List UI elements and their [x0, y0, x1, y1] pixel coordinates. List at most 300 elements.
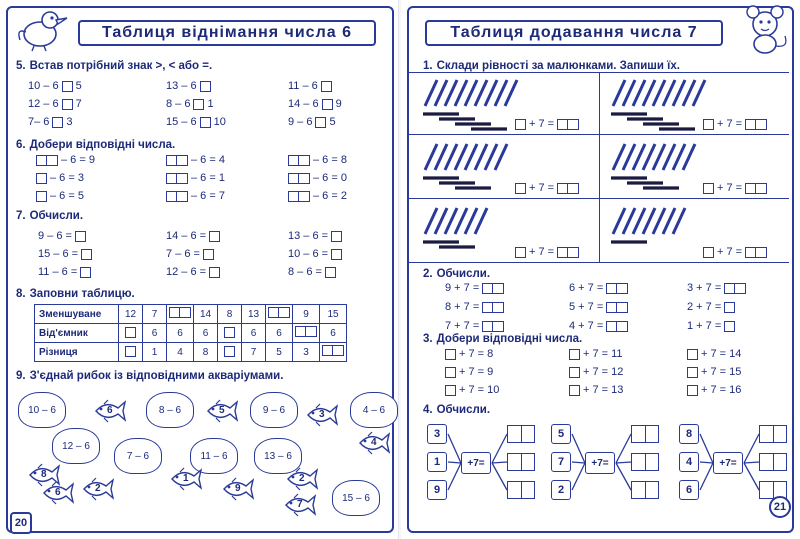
table-cell: 5 — [266, 343, 293, 362]
digit-box[interactable] — [557, 183, 568, 194]
table-cell[interactable] — [218, 343, 242, 362]
pencils-icon — [607, 76, 707, 134]
page-title-right-text: Таблиця додавання числа 7 — [450, 24, 698, 41]
answer-box[interactable] — [724, 321, 735, 332]
missing-number-row — [166, 172, 225, 184]
chain-number: 9 — [433, 484, 441, 496]
digit-box[interactable] — [482, 302, 493, 313]
missing-number-row — [687, 366, 741, 378]
missing-number-row — [569, 348, 623, 360]
digit-box[interactable] — [177, 191, 188, 202]
digit-box[interactable] — [760, 482, 774, 498]
digit-box[interactable] — [522, 426, 535, 442]
two-digit-answer-box[interactable] — [724, 283, 746, 294]
bowl-expression: 12 – 6 — [62, 440, 90, 452]
aquarium-bowl[interactable] — [18, 392, 66, 428]
digit-box[interactable] — [522, 482, 535, 498]
expression-text: 8 + 7 = — [445, 301, 480, 313]
digit-box[interactable] — [745, 247, 756, 258]
fish[interactable] — [282, 492, 316, 523]
two-digit-answer-box[interactable] — [606, 302, 628, 313]
digit-box[interactable] — [522, 454, 535, 470]
sign-box[interactable] — [200, 117, 211, 128]
fish-number: 5 — [219, 405, 225, 416]
expression-text: 10 – 6 = — [288, 248, 329, 260]
digit-box[interactable] — [169, 307, 180, 318]
expression-text: + 7 = 10 — [459, 384, 500, 396]
aquarium-bowl[interactable] — [52, 428, 100, 464]
grid-line — [599, 72, 600, 262]
chain-result-box[interactable] — [631, 453, 659, 471]
duck-mascot-icon — [12, 6, 72, 52]
expression-text: 2 + 7 = — [687, 301, 722, 313]
chain-result-box[interactable] — [759, 425, 787, 443]
digit-box[interactable] — [646, 454, 659, 470]
picture-equation — [703, 246, 767, 258]
pencil-picture — [607, 76, 707, 139]
sign-box[interactable] — [321, 81, 332, 92]
pencils-icon — [607, 204, 707, 262]
expression-text: – 6 = 5 — [50, 190, 84, 202]
sign-box[interactable] — [200, 81, 211, 92]
digit-box[interactable] — [493, 302, 504, 313]
answer-box[interactable] — [687, 367, 698, 378]
two-digit-answer-box[interactable] — [482, 321, 504, 332]
answer-box[interactable] — [703, 119, 714, 130]
picture-equation — [515, 182, 579, 194]
digit-box[interactable] — [508, 426, 522, 442]
answer-box[interactable] — [224, 346, 235, 357]
expression-text: + 7 = 15 — [701, 366, 742, 378]
digit-box[interactable] — [166, 191, 177, 202]
picture-equation — [515, 246, 579, 258]
expression-text: – 6 = 0 — [313, 172, 347, 184]
pencil-picture — [419, 204, 519, 267]
expression-text: 1 + 7 = — [687, 320, 722, 332]
pencil-picture — [419, 76, 519, 139]
expression-text: 7 – 6 = — [166, 248, 200, 260]
digit-box[interactable] — [646, 482, 659, 498]
comparison-row — [28, 80, 82, 92]
answer-box[interactable] — [209, 231, 220, 242]
table-cell: 6 — [266, 324, 293, 343]
table-cell: 6 — [143, 324, 167, 343]
expression-text: 7 + 7 = — [445, 320, 480, 332]
missing-number-row — [288, 190, 347, 202]
mouse-mascot-icon — [735, 4, 795, 56]
chain-input — [679, 480, 699, 500]
digit-box[interactable] — [774, 454, 787, 470]
right-page — [401, 0, 800, 539]
expression-text: + 7 = 9 — [459, 366, 494, 378]
table-cell: 8 — [194, 343, 218, 362]
calc-row — [569, 282, 628, 294]
fish[interactable] — [80, 476, 114, 507]
answer-box[interactable] — [687, 385, 698, 396]
digit-box[interactable] — [756, 247, 767, 258]
missing-number-row — [166, 154, 225, 166]
digit-box[interactable] — [568, 183, 579, 194]
two-digit-answer-box[interactable] — [166, 155, 188, 166]
answer-box[interactable] — [445, 349, 456, 360]
equation-text: + 7 = — [717, 182, 743, 194]
digit-box[interactable] — [617, 283, 628, 294]
digit-box[interactable] — [617, 321, 628, 332]
digit-box[interactable] — [508, 454, 522, 470]
missing-number-row — [36, 172, 84, 184]
answer-box[interactable] — [515, 183, 526, 194]
digit-box[interactable] — [268, 307, 279, 318]
digit-box[interactable] — [760, 454, 774, 470]
right-value: 10 — [213, 116, 226, 128]
answer-box[interactable] — [203, 249, 214, 260]
expression-text: 11 – 6 = — [38, 266, 78, 278]
task-7-title: 7. Обчисли. — [16, 210, 84, 222]
answer-box[interactable] — [125, 346, 136, 357]
missing-number-row — [445, 384, 499, 396]
equation-text: + 7 = — [717, 118, 743, 130]
digit-box[interactable] — [617, 302, 628, 313]
two-digit-answer-box[interactable] — [745, 247, 767, 258]
digit-box[interactable] — [756, 183, 767, 194]
two-digit-answer-box[interactable] — [557, 119, 579, 130]
sign-box[interactable] — [315, 117, 326, 128]
missing-number-row — [288, 172, 347, 184]
chain-result-box[interactable] — [631, 425, 659, 443]
fish[interactable] — [304, 402, 338, 433]
table-cell: 8 — [218, 305, 242, 324]
page-title-text: Таблиця віднімання числа 6 — [102, 24, 352, 41]
digit-box[interactable] — [735, 283, 746, 294]
chain-number: 3 — [433, 428, 441, 440]
digit-box[interactable] — [288, 155, 299, 166]
task-1-title: 1. Склади рівності за малюнками. Запиши їх. — [423, 60, 680, 72]
digit-box[interactable] — [279, 307, 290, 318]
calc-row — [38, 248, 92, 260]
bowl-expression: 10 – 6 — [28, 404, 56, 416]
right-value: 9 — [335, 98, 342, 110]
answer-box[interactable] — [331, 231, 342, 242]
calc-row — [38, 266, 91, 278]
answer-box[interactable] — [125, 327, 136, 338]
two-digit-answer-box[interactable] — [288, 155, 310, 166]
expression-text: – 6 = 1 — [191, 172, 225, 184]
table-cell: 1 — [143, 343, 167, 362]
answer-box[interactable] — [687, 349, 698, 360]
table-cell[interactable] — [119, 324, 143, 343]
chain-operator — [713, 452, 743, 474]
answer-box[interactable] — [81, 249, 92, 260]
digit-box[interactable] — [774, 426, 787, 442]
page-number-badge — [10, 512, 32, 534]
digit-box[interactable] — [557, 119, 568, 130]
digit-box[interactable] — [508, 482, 522, 498]
missing-number-row — [445, 366, 493, 378]
sign-box[interactable] — [193, 99, 204, 110]
missing-number-row — [445, 348, 493, 360]
digit-box[interactable] — [299, 191, 310, 202]
answer-box[interactable] — [36, 191, 47, 202]
digit-box[interactable] — [606, 302, 617, 313]
two-digit-answer-box[interactable] — [606, 283, 628, 294]
two-digit-answer-box[interactable] — [295, 326, 317, 337]
digit-box[interactable] — [756, 119, 767, 130]
two-digit-answer-box[interactable] — [36, 155, 58, 166]
expression-text: + 7 = 11 — [583, 348, 623, 360]
missing-number-row — [288, 154, 347, 166]
task-9-title: 9. З'єднай рибок із відповідними акваріумами. — [16, 370, 284, 382]
digit-box[interactable] — [493, 283, 504, 294]
table-cell[interactable] — [266, 305, 293, 324]
digit-box[interactable] — [745, 183, 756, 194]
expression-text: 6 + 7 = — [569, 282, 604, 294]
chain-input — [551, 480, 571, 500]
digit-box[interactable] — [632, 426, 646, 442]
table-cell: 13 — [242, 305, 266, 324]
fish-number: 6 — [55, 487, 61, 498]
page-number-right: 21 — [773, 501, 787, 513]
two-digit-answer-box[interactable] — [166, 191, 188, 202]
calc-row — [687, 282, 746, 294]
answer-box[interactable] — [445, 367, 456, 378]
table-cell: 12 — [119, 305, 143, 324]
answer-box[interactable] — [703, 183, 714, 194]
fish[interactable] — [168, 466, 202, 497]
expression-text: + 7 = 13 — [583, 384, 624, 396]
picture-equation — [515, 118, 579, 130]
left-expression: 12 – 6 — [28, 98, 59, 110]
two-digit-answer-box[interactable] — [745, 183, 767, 194]
digit-box[interactable] — [288, 173, 299, 184]
expression-text: 15 – 6 = — [38, 248, 79, 260]
answer-box[interactable] — [36, 173, 47, 184]
answer-box[interactable] — [331, 249, 342, 260]
answer-box[interactable] — [569, 367, 580, 378]
table-cell: 6 — [242, 324, 266, 343]
digit-box[interactable] — [299, 155, 310, 166]
digit-box[interactable] — [322, 345, 333, 356]
task-6-title: 6. Добери відповідні числа. — [16, 139, 176, 151]
table-cell[interactable] — [119, 343, 143, 362]
expression-text: + 7 = 12 — [583, 366, 624, 378]
bowl-expression: 4 – 6 — [362, 404, 386, 416]
expression-text: 9 – 6 = — [38, 230, 72, 242]
two-digit-answer-box[interactable] — [268, 307, 290, 318]
expression-text: + 7 = 16 — [701, 384, 742, 396]
digit-box[interactable] — [606, 321, 617, 332]
answer-box[interactable] — [75, 231, 86, 242]
picture-equation — [703, 182, 767, 194]
missing-number-row — [569, 366, 623, 378]
chain-input — [679, 424, 699, 444]
table-cell[interactable] — [293, 324, 320, 343]
chain-operator — [461, 452, 491, 474]
calc-row — [166, 248, 214, 260]
answer-box[interactable] — [224, 327, 235, 338]
answer-box[interactable] — [325, 267, 336, 278]
pencil-picture — [607, 140, 707, 203]
table-cell: 6 — [194, 324, 218, 343]
two-digit-answer-box[interactable] — [166, 173, 188, 184]
digit-box[interactable] — [724, 283, 735, 294]
digit-box[interactable] — [180, 307, 191, 318]
pencils-icon — [419, 204, 519, 262]
fish[interactable] — [220, 476, 254, 507]
left-expression: 10 – 6 — [28, 80, 59, 92]
operator-text: +7= — [591, 457, 609, 469]
aquarium-bowl[interactable] — [146, 392, 194, 428]
two-digit-answer-box[interactable] — [557, 183, 579, 194]
expression-text: 8 – 6 = — [288, 266, 322, 278]
equation-text: + 7 = — [717, 246, 743, 258]
aquarium-bowl[interactable] — [114, 438, 162, 474]
two-digit-answer-box[interactable] — [557, 247, 579, 258]
answer-box[interactable] — [80, 267, 91, 278]
digit-box[interactable] — [177, 173, 188, 184]
digit-box[interactable] — [557, 247, 568, 258]
chain-result-box[interactable] — [759, 453, 787, 471]
digit-box[interactable] — [299, 173, 310, 184]
sign-box[interactable] — [322, 99, 333, 110]
fish[interactable] — [92, 398, 126, 429]
answer-box[interactable] — [724, 302, 735, 313]
answer-box[interactable] — [445, 385, 456, 396]
chain-result-box[interactable] — [507, 425, 535, 443]
comparison-row — [166, 98, 214, 110]
task-4-title: 4. Обчисли. — [423, 404, 491, 416]
calc-row — [445, 301, 504, 313]
chain-input — [427, 424, 447, 444]
digit-box[interactable] — [36, 155, 47, 166]
chain-result-box[interactable] — [507, 481, 535, 499]
digit-box[interactable] — [745, 119, 756, 130]
digit-box[interactable] — [632, 482, 646, 498]
expression-text: – 6 = 3 — [50, 172, 84, 184]
answer-box[interactable] — [515, 247, 526, 258]
two-digit-answer-box[interactable] — [322, 345, 344, 356]
left-expression: 8 – 6 — [166, 98, 191, 110]
answer-box[interactable] — [569, 385, 580, 396]
expression-text: – 6 = 4 — [191, 154, 225, 166]
digit-box[interactable] — [288, 191, 299, 202]
page-title — [78, 20, 376, 46]
task-3-title: 3. Добери відповідні числа. — [423, 333, 583, 345]
digit-box[interactable] — [295, 326, 306, 337]
two-digit-answer-box[interactable] — [169, 307, 191, 318]
equation-text: + 7 = — [529, 182, 555, 194]
two-digit-answer-box[interactable] — [288, 173, 310, 184]
fish-number: 2 — [95, 483, 101, 494]
digit-box[interactable] — [568, 119, 579, 130]
digit-box[interactable] — [333, 345, 344, 356]
table-cell: 3 — [293, 343, 320, 362]
two-digit-answer-box[interactable] — [606, 321, 628, 332]
chain-number: 4 — [685, 456, 693, 468]
digit-box[interactable] — [606, 283, 617, 294]
answer-box[interactable] — [569, 349, 580, 360]
left-expression: 13 – 6 — [166, 80, 197, 92]
task-5-title: 5. Встав потрібний знак >, < або =. — [16, 60, 213, 72]
table-cell: 6 — [320, 324, 347, 343]
aquarium-bowl[interactable] — [332, 480, 380, 516]
answer-box[interactable] — [515, 119, 526, 130]
left-expression: 14 – 6 — [288, 98, 319, 110]
right-value: 5 — [75, 80, 82, 92]
answer-box[interactable] — [703, 247, 714, 258]
chain-result-box[interactable] — [631, 481, 659, 499]
pencil-picture — [419, 140, 519, 203]
table-cell[interactable] — [320, 343, 347, 362]
calc-row — [166, 266, 220, 278]
fish[interactable] — [204, 398, 238, 429]
digit-box[interactable] — [482, 283, 493, 294]
digit-box[interactable] — [166, 173, 177, 184]
aquarium-bowl[interactable] — [350, 392, 398, 428]
bowl-expression: 9 – 6 — [262, 404, 286, 416]
expression-text: 3 + 7 = — [687, 282, 722, 294]
digit-box[interactable] — [632, 454, 646, 470]
row-label-subtrahend: Від'ємник — [35, 324, 119, 343]
expression-text: + 7 = 14 — [701, 348, 742, 360]
two-digit-answer-box[interactable] — [482, 283, 504, 294]
two-digit-answer-box[interactable] — [745, 119, 767, 130]
left-expression: 11 – 6 — [288, 80, 318, 92]
digit-box[interactable] — [646, 426, 659, 442]
table-cell[interactable] — [218, 324, 242, 343]
digit-box[interactable] — [306, 326, 317, 337]
calc-row — [569, 320, 628, 332]
table-cell: 9 — [293, 305, 320, 324]
expression-text: 13 – 6 = — [288, 230, 329, 242]
chain-number: 2 — [557, 484, 565, 496]
fish[interactable] — [40, 480, 74, 511]
comparison-row — [288, 98, 342, 110]
sign-box[interactable] — [62, 81, 73, 92]
chain-input — [551, 424, 571, 444]
table-cell[interactable] — [167, 305, 194, 324]
answer-box[interactable] — [209, 267, 220, 278]
chain-result-box[interactable] — [507, 453, 535, 471]
digit-box[interactable] — [493, 321, 504, 332]
page-number: 20 — [14, 517, 28, 529]
chain-input — [679, 452, 699, 472]
aquarium-bowl[interactable] — [250, 392, 298, 428]
expression-text: – 6 = 7 — [191, 190, 225, 202]
table-cell: 4 — [167, 343, 194, 362]
sign-box[interactable] — [52, 117, 63, 128]
sign-box[interactable] — [62, 99, 73, 110]
comparison-row — [288, 116, 336, 128]
table-cell: 6 — [167, 324, 194, 343]
chain-operator — [585, 452, 615, 474]
two-digit-answer-box[interactable] — [288, 191, 310, 202]
grid-line — [409, 262, 789, 263]
digit-box[interactable] — [760, 426, 774, 442]
row-label-difference: Різниця — [35, 343, 119, 362]
digit-box[interactable] — [47, 155, 58, 166]
missing-number-row — [687, 384, 741, 396]
fish[interactable] — [356, 430, 390, 461]
expression-text: – 6 = 9 — [61, 154, 95, 166]
digit-box[interactable] — [177, 155, 188, 166]
two-digit-answer-box[interactable] — [482, 302, 504, 313]
digit-box[interactable] — [166, 155, 177, 166]
missing-number-row — [36, 154, 95, 166]
digit-box[interactable] — [568, 247, 579, 258]
digit-box[interactable] — [482, 321, 493, 332]
right-value: 1 — [207, 98, 214, 110]
chain-input — [427, 452, 447, 472]
